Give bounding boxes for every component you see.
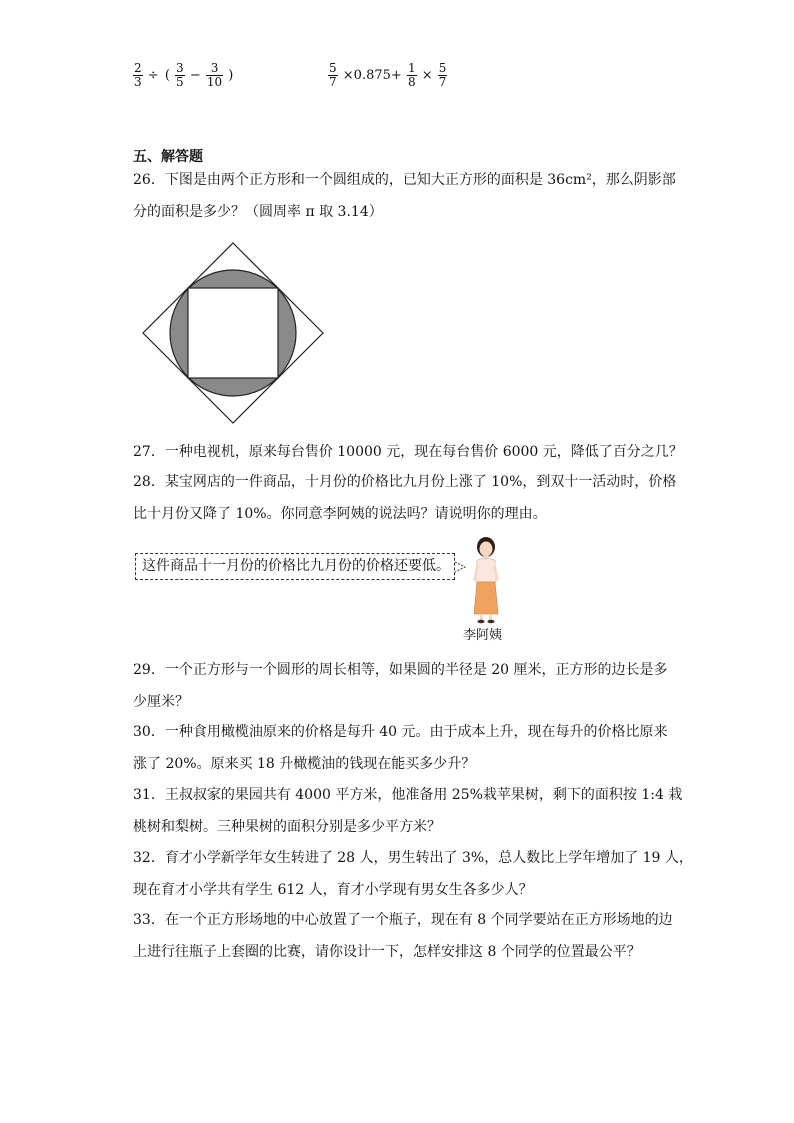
section-title: 五、解答题 — [133, 149, 203, 165]
question-33-line-1: 33．在一个正方形场地的中心放置了一个瓶子，现在有 8 个同学要站在正方形场地的边 — [133, 912, 673, 928]
fraction: $\frac{5}{7}$ — [329, 61, 337, 89]
skirt — [474, 582, 498, 614]
minus-sign: − — [189, 68, 201, 83]
blouse — [476, 559, 496, 583]
question-33-line-2: 上进行往瓶子上套圈的比赛，请你设计一下，怎样安排这 8 个同学的位置最公平？ — [133, 944, 641, 960]
times-sign: × — [421, 68, 433, 83]
squares-circle-figure — [140, 240, 326, 426]
question-31-line-1: 31．王叔叔家的果园共有 4000 平方米，他准备用 25%栽苹果树，剩下的面积按 1:4 栽 — [133, 787, 683, 803]
fraction: $\frac{5}{7}$ — [438, 61, 447, 89]
expression-1 — [133, 62, 234, 89]
question-32-line-2: 现在育才小学共有学生 612 人，育才小学现有男女生各多少人？ — [133, 882, 533, 898]
question-29-line-1: 29．一个正方形与一个圆形的周长相等，如果圆的半径是 20 厘米，正方形的边长是多 — [133, 662, 668, 678]
question-31-line-2: 桃树和梨树。三种果树的面积分别是多少平方米？ — [133, 819, 441, 835]
speech-box: 这件商品十一月份的价格比九月份的价格还要低。 — [135, 553, 455, 580]
fraction: $\frac{3}{10}$ — [206, 61, 223, 89]
question-26-line-2: 分的面积是多少？（圆周率 π 取 3.14） — [133, 204, 383, 220]
aunt-li-figure — [466, 536, 506, 624]
question-32-line-1: 32．育才小学新学年女生转进了 28 人，男生转出了 3%，总人数比上学年增加了 19 人， — [133, 850, 693, 866]
right-paren: ) — [228, 68, 234, 83]
fraction: $\frac{2}{3}$ — [134, 61, 142, 89]
question-26-line-1: 26．下图是由两个正方形和一个圆组成的，已知大正方形的面积是 36cm²，那么阴影部 — [133, 172, 676, 188]
question-29-line-2: 少厘米？ — [133, 694, 189, 710]
question-28-line-2: 比十月份又降了 10%。你同意李阿姨的说法吗？请说明你的理由。 — [133, 506, 547, 522]
face — [480, 542, 493, 557]
expression-2 — [328, 62, 447, 89]
left-paren: ( — [164, 68, 170, 83]
expression-middle: ×0.875+ — [342, 68, 402, 83]
question-30-line-2: 涨了 20%。原来买 18 升橄榄油的钱现在能买多少升？ — [133, 756, 476, 772]
divide-sign: ÷ — [147, 68, 159, 83]
question-30-line-1: 30．一种食用橄榄油原来的价格是每升 40 元。由于成本上升，现在每升的价格比原来 — [133, 724, 668, 740]
fraction: $\frac{1}{8}$ — [407, 61, 416, 89]
small-square — [188, 288, 278, 378]
character-name: 李阿姨 — [463, 628, 503, 643]
question-27: 27．一种电视机，原来每台售价 10000 元，现在每台售价 6000 元，降低了百分之几？ — [133, 444, 683, 460]
fraction: $\frac{3}{5}$ — [176, 61, 184, 89]
question-28-line-1: 28．某宝网店的一件商品，十月份的价格比九月份上涨了 10%，到双十一活动时，价格 — [133, 474, 677, 490]
